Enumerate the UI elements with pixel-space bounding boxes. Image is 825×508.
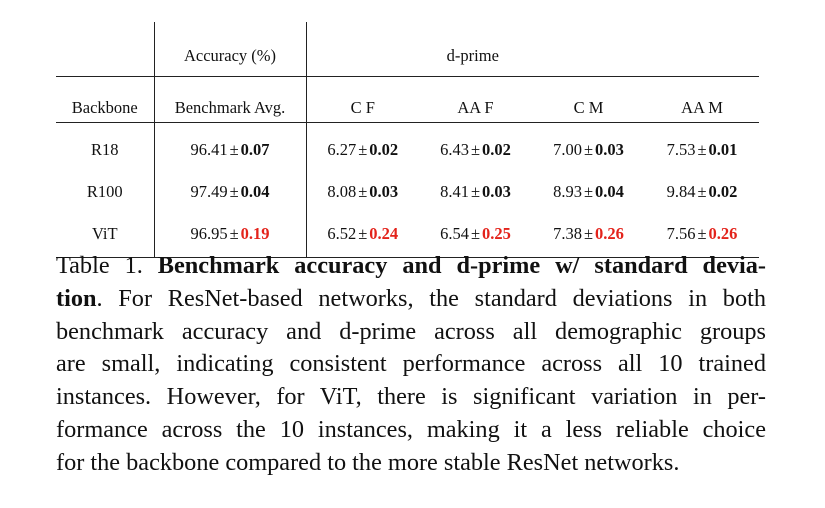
plus-minus-sign: ± — [583, 182, 594, 201]
std-dev-value: 0.02 — [482, 140, 511, 159]
col-header-backbone: Backbone — [56, 77, 154, 123]
table-row — [56, 171, 759, 213]
caption-prefix: Table 1. — [56, 252, 158, 279]
mean-value: 8.93 — [553, 182, 582, 201]
dprime-group-label: d-prime — [446, 46, 499, 65]
col-header-aam: AA M — [645, 77, 759, 123]
value-cell — [532, 171, 645, 213]
mean-value: 6.27 — [327, 140, 357, 159]
plus-minus-sign: ± — [697, 140, 707, 159]
std-dev-value: 0.02 — [369, 140, 399, 159]
table-body — [56, 123, 759, 258]
caption-line-4: are small, indicating consistent performance across all 10 trained — [56, 350, 766, 378]
plus-minus-sign: ± — [470, 182, 481, 201]
plus-minus-sign: ± — [229, 140, 239, 159]
mean-value: 6.54 — [440, 224, 469, 243]
plus-minus-sign: ± — [697, 182, 707, 201]
dprime-group-header — [306, 22, 759, 77]
caption-line-1-rest: . For ResNet-based networks, the standard deviations in both — [96, 284, 766, 312]
mean-value: 7.56 — [666, 224, 696, 243]
value-cell — [532, 123, 645, 172]
value-cell — [645, 171, 759, 213]
mean-value: 8.41 — [440, 182, 469, 201]
col-header-cf: C F — [306, 77, 419, 123]
caption-line-6: formance across the 10 instances, making it a less reliable choice — [56, 415, 766, 443]
plus-minus-sign: ± — [583, 224, 594, 243]
backbone-name-cell: R100 — [56, 171, 154, 213]
value-cell — [154, 171, 306, 213]
accuracy-group-header: Accuracy (%) — [154, 22, 306, 77]
plus-minus-sign: ± — [470, 140, 481, 159]
plus-minus-sign: ± — [358, 140, 368, 159]
plus-minus-sign: ± — [697, 224, 707, 243]
std-dev-value: 0.19 — [240, 224, 270, 243]
value-cell — [306, 123, 419, 172]
caption-line-5: instances. However, for ViT, there is significant variation in per- — [56, 383, 766, 411]
caption-title-part1: Benchmark accuracy and d-prime w/ standard devia- — [157, 252, 766, 279]
std-dev-value: 0.03 — [369, 182, 399, 201]
backbone-name-cell: ViT — [56, 213, 154, 257]
plus-minus-sign: ± — [229, 182, 239, 201]
results-table-container — [56, 22, 759, 258]
caption-line-3: benchmark accuracy and d-prime across all demographic groups — [56, 317, 766, 345]
mean-value: 8.08 — [327, 182, 357, 201]
mean-value: 6.43 — [440, 140, 469, 159]
caption-line-7: for the backbone compared to the more stable ResNet networks. — [56, 448, 680, 476]
std-dev-value: 0.04 — [240, 182, 270, 201]
col-header-benchmark: Benchmark Avg. — [154, 77, 306, 123]
std-dev-value: 0.24 — [369, 224, 399, 243]
value-cell — [419, 171, 532, 213]
empty-header-cell — [56, 22, 154, 77]
std-dev-value: 0.03 — [482, 182, 511, 201]
mean-value: 7.00 — [553, 140, 582, 159]
plus-minus-sign: ± — [470, 224, 481, 243]
std-dev-value: 0.07 — [240, 140, 270, 159]
caption-line-1 — [56, 250, 766, 283]
plus-minus-sign: ± — [358, 182, 368, 201]
mean-value: 96.95 — [190, 224, 228, 243]
col-header-cm: C M — [532, 77, 645, 123]
std-dev-value: 0.01 — [708, 140, 738, 159]
std-dev-value: 0.03 — [595, 140, 624, 159]
column-header-row — [56, 77, 759, 123]
std-dev-value: 0.25 — [482, 224, 511, 243]
std-dev-value: 0.02 — [708, 182, 738, 201]
value-cell — [154, 123, 306, 172]
std-dev-value: 0.26 — [595, 224, 624, 243]
value-cell — [306, 171, 419, 213]
std-dev-value: 0.04 — [595, 182, 624, 201]
caption-line-2 — [56, 283, 766, 316]
mean-value: 97.49 — [190, 182, 228, 201]
backbone-name-cell: R18 — [56, 123, 154, 172]
mean-value: 9.84 — [666, 182, 696, 201]
value-cell — [419, 123, 532, 172]
mean-value: 96.41 — [190, 140, 228, 159]
results-table — [56, 22, 759, 257]
caption-title-part2: tion — [56, 284, 97, 312]
table-caption — [56, 250, 766, 480]
mean-value: 6.52 — [327, 224, 357, 243]
table-row — [56, 123, 759, 172]
group-header-row — [56, 22, 759, 77]
col-header-aaf: AA F — [419, 77, 532, 123]
plus-minus-sign: ± — [358, 224, 368, 243]
plus-minus-sign: ± — [583, 140, 594, 159]
std-dev-value: 0.26 — [708, 224, 738, 243]
plus-minus-sign: ± — [229, 224, 239, 243]
value-cell — [645, 123, 759, 172]
mean-value: 7.53 — [666, 140, 696, 159]
mean-value: 7.38 — [553, 224, 582, 243]
